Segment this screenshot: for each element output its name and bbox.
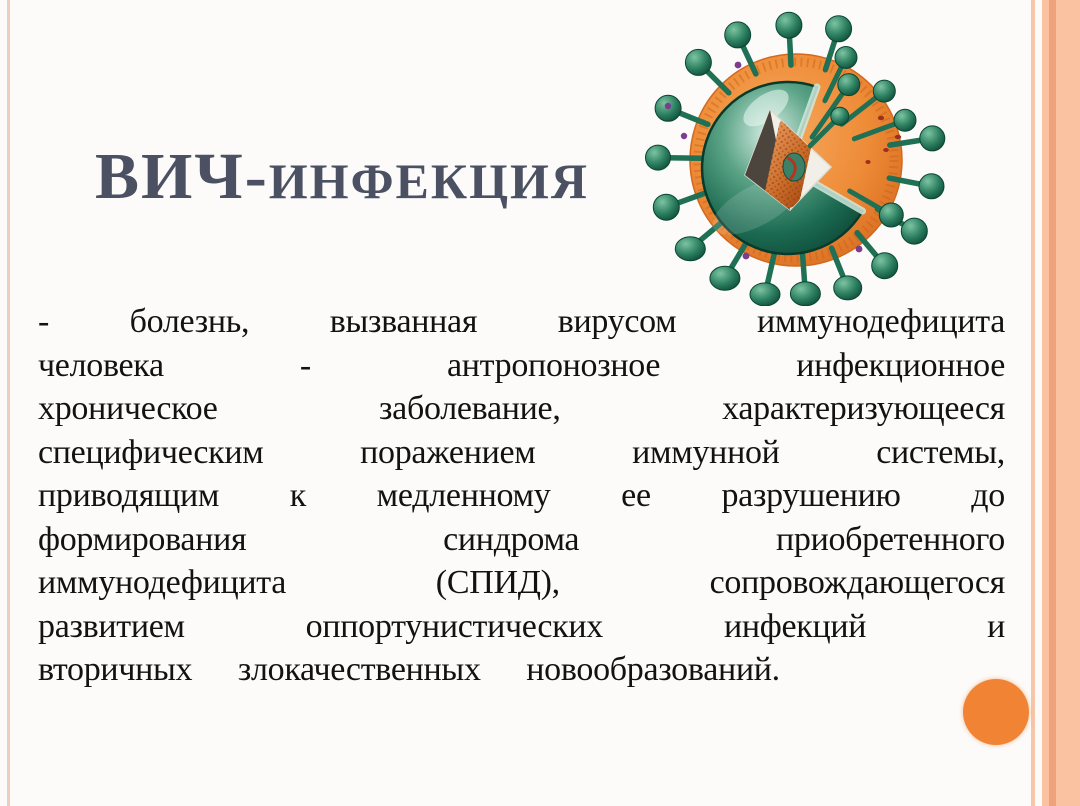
definition-line: формирования синдрома приобретенного xyxy=(38,520,1005,558)
slide-title xyxy=(95,141,589,214)
definition-line: развитием оппортунистических инфекций и xyxy=(38,607,1005,645)
right-accent-band-stripe xyxy=(1049,0,1056,806)
definition-line: - болезнь, вызванная вирусом иммунодефицита xyxy=(38,303,1005,340)
hiv-virus-illustration xyxy=(638,10,960,306)
hiv-virus-cutaway-icon xyxy=(638,10,960,306)
definition-line: приводящим к медленному ее разрушению до xyxy=(38,477,1005,514)
definition-paragraph xyxy=(38,300,1005,692)
left-accent-line xyxy=(7,0,10,806)
definition-line: иммунодефицита (СПИД), сопровождающегося xyxy=(38,564,1005,601)
corner-circle-decoration xyxy=(963,679,1029,745)
definition-line: вторичных злокачественных новообразований. xyxy=(38,651,780,688)
definition-line: человека - антропонозное инфекционное xyxy=(38,346,1005,384)
definition-line: специфическим поражением иммунной системы, xyxy=(38,433,1005,471)
slide-title-prefix: ВИЧ- xyxy=(95,140,269,214)
right-accent-band xyxy=(1042,0,1080,806)
slide-title-rest: ИНФЕКЦИЯ xyxy=(268,153,590,210)
definition-line: хроническое заболевание, характеризующееся xyxy=(38,390,1005,427)
right-accent-thin-line xyxy=(1031,0,1035,806)
